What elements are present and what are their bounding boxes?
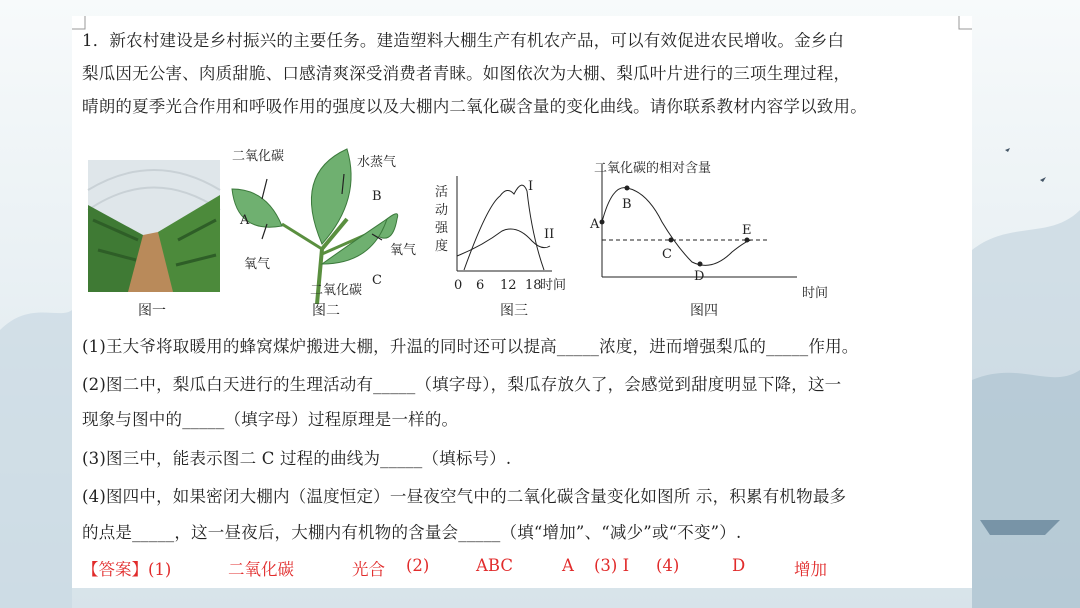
ylabel-char: 动 [435,203,449,218]
greenhouse-photo [88,160,220,292]
figure-caption: 图四 [690,303,718,319]
point-c-label: C [662,247,672,262]
process-c-label: C [372,273,382,288]
process-b-label: B [372,189,382,204]
tick-label: 12 [500,278,517,293]
figure-caption: 图二 [312,303,340,319]
ylabel-char: 活 [435,185,449,200]
figure-caption: 图一 [138,303,166,319]
point-a-label: A [590,217,600,232]
answer-label: 【答案】(1) [82,560,172,579]
answer-item: (3) I [594,556,630,575]
ylabel-char: 强 [435,221,449,236]
question-intro-line: 梨瓜因无公害、肉质甜脆、口感清爽深受消费者青睐。如图依次为大棚、梨瓜叶片进行的三项生理过程， [82,64,851,83]
question-part-3: (3)图三中，能表示图二 C 过程的曲线为_____（填标号）. [82,449,512,468]
answer-item: A [562,556,574,575]
curve-ii-label: II [544,227,555,242]
answer-item: 增加 [794,560,827,579]
answer-line [82,556,967,586]
answer-item: ABC [476,556,513,575]
activity-curve-chart [432,166,582,296]
co2-label: 二氧化碳 [232,149,285,164]
co2-bottom-label: 二氧化碳 [310,283,363,298]
answer-item: 光合 [352,560,385,579]
point-d-label: D [694,269,705,284]
question-part-1: (1)王大爷将取暖用的蜂窝煤炉搬进大棚，升温的同时还可以提高_____浓度，进而增强梨瓜的_____作用。 [82,337,859,356]
question-part-2: (2)图二中，梨瓜白天进行的生理活动有_____（填字母），梨瓜存放久了，会感觉到甜度明显下降，这一 [82,375,842,394]
co2-content-chart [592,152,842,302]
tick-label: 6 [476,278,485,293]
worksheet-page [72,16,972,588]
leaf-process-diagram [222,144,422,304]
answer-item: (4) [656,556,680,575]
x-axis-label: 时间 [540,278,567,293]
x-axis-label: 时间 [802,286,829,301]
tick-label: 0 [454,278,463,293]
question-intro-line: 1．新农村建设是乡村振兴的主要任务。建造塑料大棚生产有机农产品，可以有效促进农民增收。金乡白 [82,31,845,50]
figure-caption: 图三 [500,303,528,319]
answer-item: (2) [406,556,430,575]
question-part-4-cont: 的点是_____，这一昼夜后，大棚内有机物的含量会_____（填“增加”、“减少”或“不变”）. [82,523,742,542]
point-e-label: E [742,223,752,238]
answer-item: D [732,556,746,575]
water-vapor-label: 水蒸气 [357,155,397,170]
ylabel-char: 度 [435,239,449,254]
y-axis-label: 二氧化碳的相对含量 [594,161,712,176]
oxygen-label-right: 氧气 [390,243,417,258]
question-intro-line: 晴朗的夏季光合作用和呼吸作用的强度以及大棚内二氧化碳含量的变化曲线。请你联系教材内容学以致用。 [82,97,867,116]
answer-item: 二氧化碳 [228,560,294,579]
question-part-4: (4)图四中，如果密闭大棚内（温度恒定）一昼夜空气中的二氧化碳含量变化如图所 示，积累有机物最多 [82,487,847,506]
oxygen-label-left: 氧气 [244,257,271,272]
tick-label: 18 [525,278,542,293]
question-part-2-cont: 现象与图中的_____（填字母）过程原理是一样的。 [82,410,459,429]
curve-i-label: I [528,179,534,194]
point-b-label: B [622,197,632,212]
process-a-label: A [240,213,250,228]
